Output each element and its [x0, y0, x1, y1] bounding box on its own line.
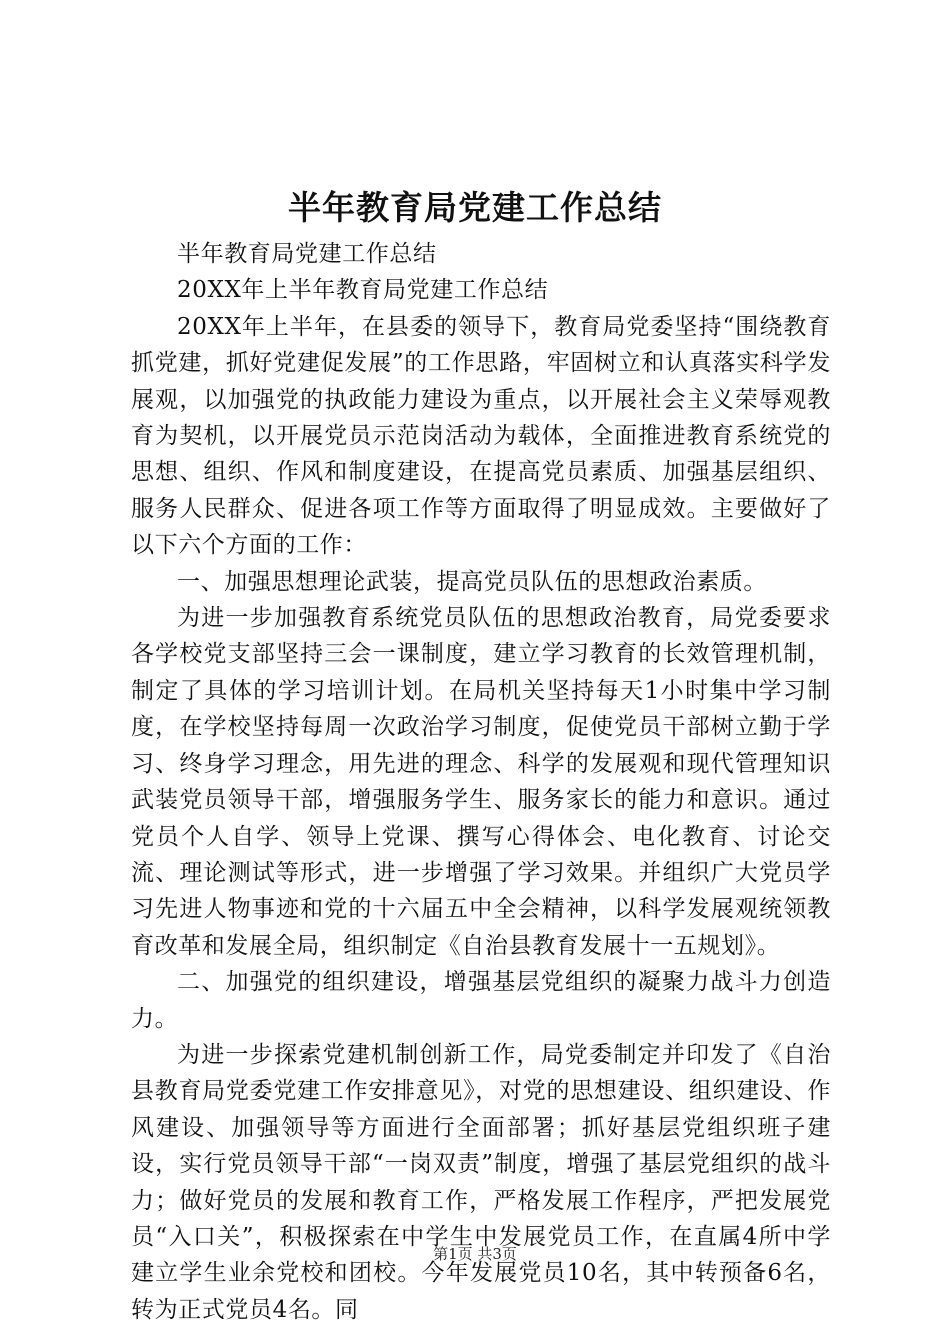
paragraph: 半年教育局党建工作总结 — [177, 241, 437, 267]
document-title: 半年教育局党建工作总结 — [288, 188, 662, 227]
section-heading: 一、加强思想理论武装，提高党员队伍的思想政治素质。 — [177, 568, 767, 595]
paragraph: 20XX年上半年教育局党建工作总结 — [177, 277, 549, 304]
section-heading: 二、加强党的组织建设，增强基层党组织的凝聚力战斗力创造力。 — [131, 969, 831, 1032]
paragraph: 为进一步加强教育系统党员队伍的思想政治教育，局党委要求各学校党支部坚持三会一课制度，建立学习教育的长效管理机制，制定了具体的学习培训计划。在局机关坚持每天1小时集中学习制度，在学校坚持每周一次政治学习制度，促使党员干部树立勤于学习、终身学习理念，用先进的理念、科学的发展观和现代管理知识武装党员领导干部，增强服务学生、服务家长的能力和意识。通过党员个人自学、领导上党课、撰写心得体会、电化教育、讨论交流、理论测试等形式，进一步增强了学习效果。并组织广大党员学习先进人物事迹和党的十六届五中全会精神，以科学发展观统领教育改革和发展全局，组织制定《自治县教育发展十一五规划》。 — [131, 605, 831, 959]
page-number-footer: 第1页 共3页 — [433, 1245, 517, 1263]
paragraph: 20XX年上半年，在县委的领导下，教育局党委坚持“围绕教育抓党建，抓好党建促发展”的工作思路，牢固树立和认真落实科学发展观，以加强党的执政能力建设为重点，以开展社会主义荣辱观教育为契机，以开展党员示范岗活动为载体，全面推进教育系统党的思想、组织、作风和制度建设，在提高党员素质、加强基层组织、服务人民群众、促进各项工作等方面取得了明显成效。主要做好了以下六个方面的工作： — [131, 313, 831, 559]
paragraph: 为进一步探索党建机制创新工作，局党委制定并印发了《自治县教育局党委党建工作安排意见》，对党的思想建设、组织建设、作风建设、加强领导等方面进行全面部署；抓好基层党组织班子建设，实行党员领导干部“一岗双责”制度，增强了基层党组织的战斗力；做好党员的发展和教育工作，严格发展工作程序，严把发展党员“入口关”，积极探索在中学生中发展党员工作，在直属4所中学建立学生业余党校和团校。今年发展党员10名，其中转预备6名，转为正式党员4名。同 — [131, 1041, 831, 1323]
document-body — [131, 236, 831, 1328]
